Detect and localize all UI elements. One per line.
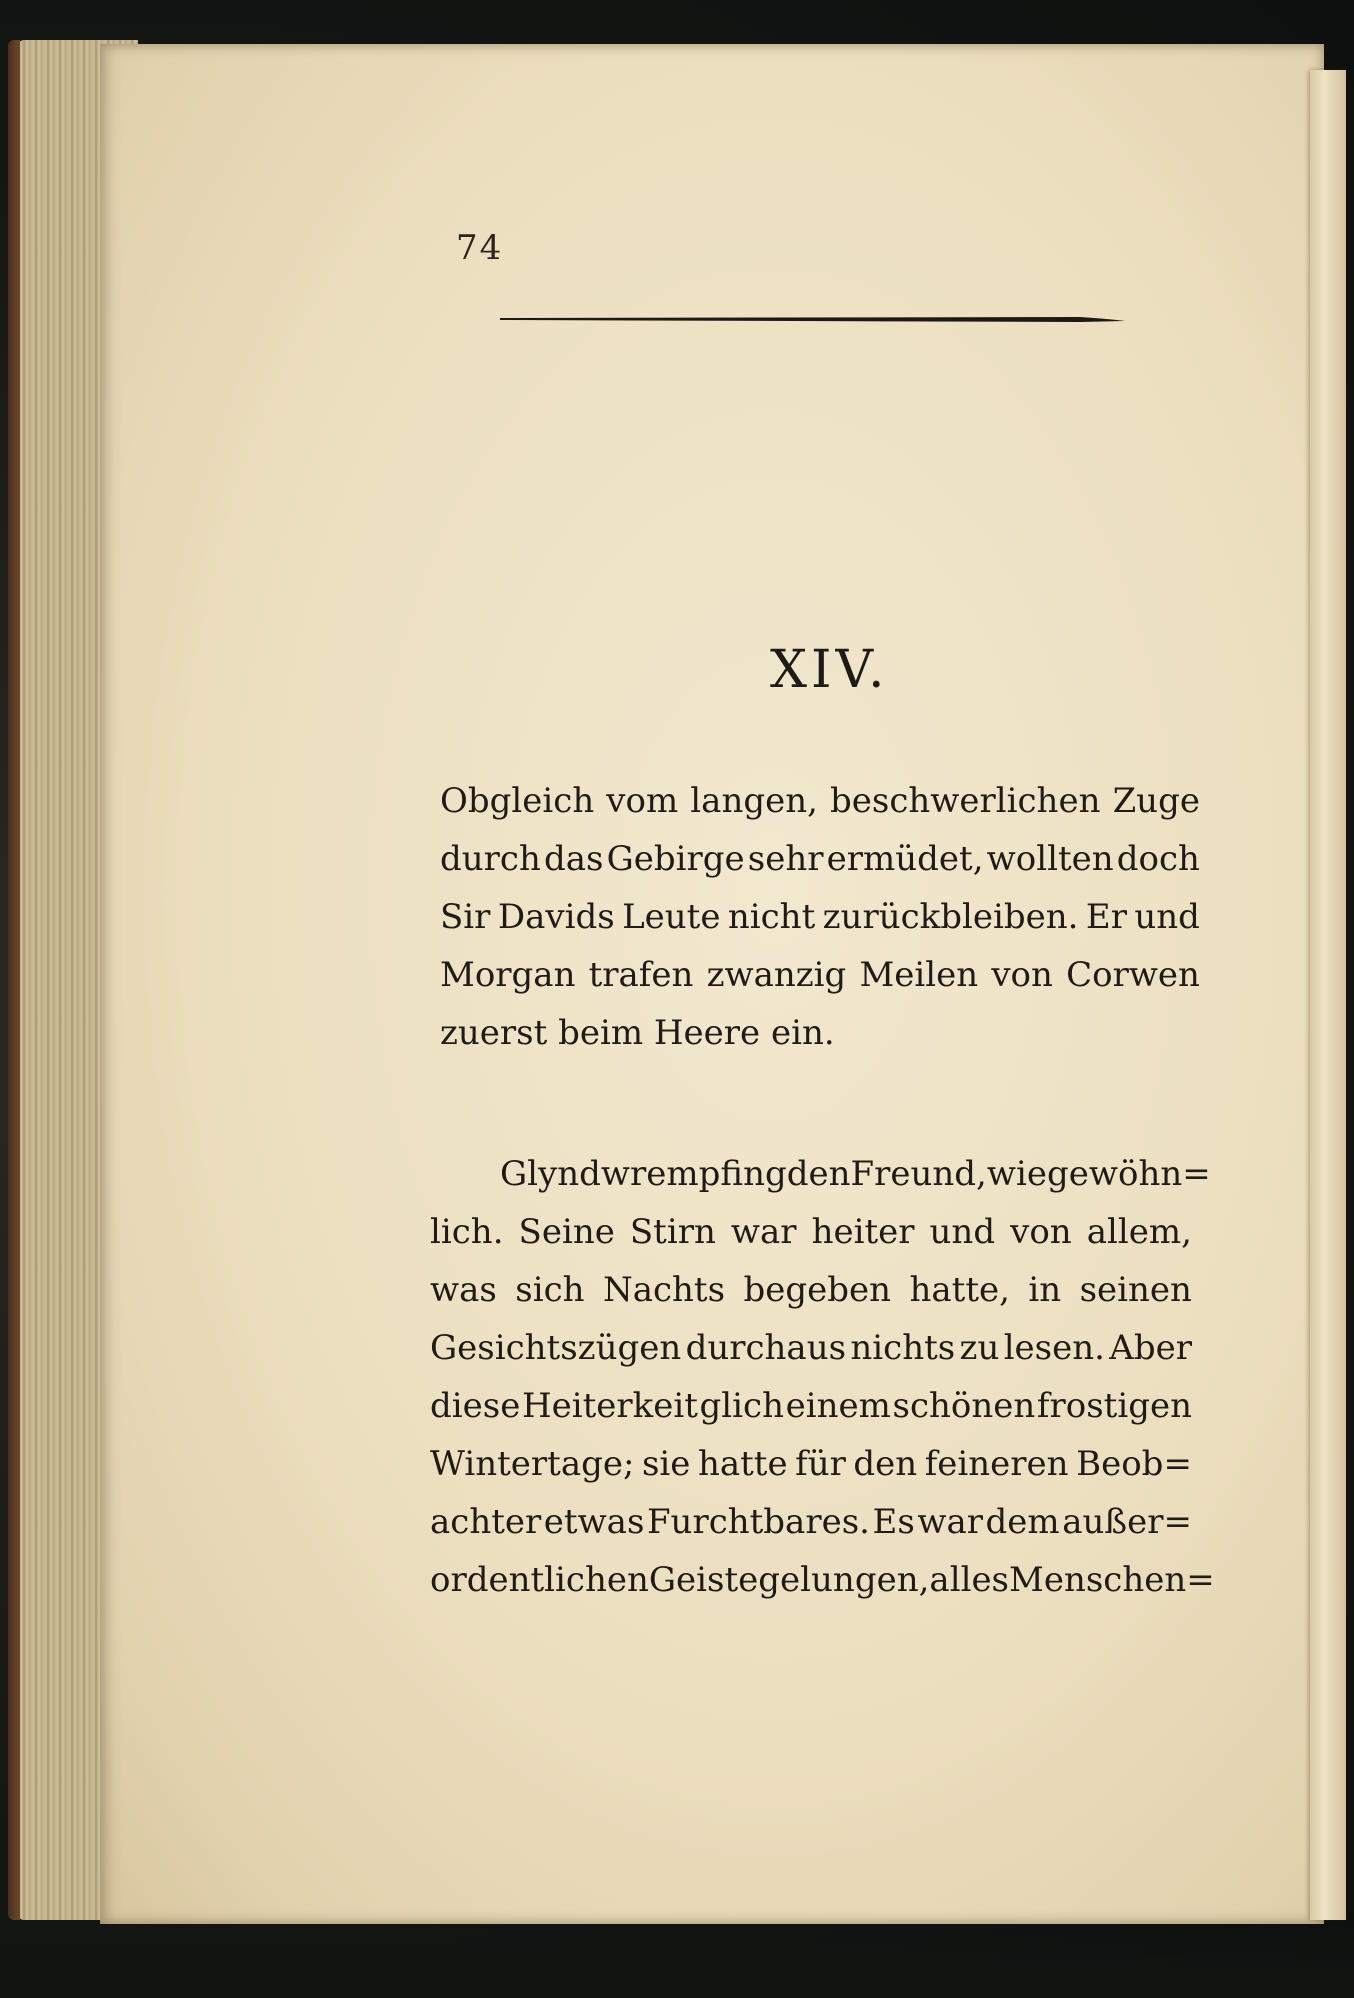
word: hatte, (909, 1270, 1010, 1310)
word: Aber (1109, 1328, 1192, 1368)
word: Davids (497, 897, 615, 937)
word: schönen (892, 1386, 1036, 1426)
word: trafen (588, 955, 694, 995)
word: und (929, 1212, 996, 1252)
word: zwanzig (706, 955, 847, 995)
text-line (430, 1319, 1192, 1377)
word: sich (515, 1270, 585, 1310)
text-line (430, 1203, 1192, 1261)
word: nichts (850, 1328, 956, 1368)
word: Heiterkeit (521, 1386, 698, 1426)
word: alles (929, 1560, 1010, 1600)
word: durch (440, 839, 541, 879)
word: dem (985, 1502, 1060, 1542)
word: einem (785, 1386, 891, 1426)
text-line: zuerst beim Heere ein. (440, 1013, 835, 1053)
word: außer= (1062, 1502, 1192, 1542)
word: Gebirge (606, 839, 745, 879)
word: Geiste (648, 1560, 759, 1600)
word: nicht (727, 897, 816, 937)
bottom-shadow (0, 1928, 1354, 1998)
word: Stirn (629, 1212, 716, 1252)
word: lesen. (1003, 1328, 1105, 1368)
word: diese (430, 1386, 521, 1426)
word: sie (641, 1444, 691, 1484)
word: das (543, 839, 604, 879)
word: von (1010, 1212, 1072, 1252)
word: etwas (543, 1502, 645, 1542)
text-line (430, 1493, 1192, 1551)
word: frostigen (1036, 1386, 1192, 1426)
word: doch (1116, 839, 1200, 879)
text-line (430, 1377, 1192, 1435)
word: sehr (747, 839, 824, 879)
text-line (430, 1551, 1215, 1609)
word: ermüdet, (826, 839, 984, 879)
word: Es (872, 1502, 915, 1542)
header-rule (500, 314, 1125, 324)
word: den (786, 1154, 851, 1194)
word: war (917, 1502, 983, 1542)
word: gelungen, (758, 1560, 930, 1600)
word: feineren (924, 1444, 1069, 1484)
word: heiter (811, 1212, 915, 1252)
word: allem, (1086, 1212, 1192, 1252)
word: was (430, 1270, 497, 1310)
word: Morgan (440, 955, 576, 995)
next-page-edge (1310, 70, 1346, 1920)
word: wollten (986, 839, 1114, 879)
word: Er (1085, 897, 1127, 937)
word: Meilen (859, 955, 979, 995)
word: in (1028, 1270, 1062, 1310)
word: vom (606, 781, 679, 821)
word: Wintertage; (430, 1444, 635, 1484)
word: Obgleich (440, 781, 595, 821)
word: Menschen= (1009, 1560, 1215, 1600)
word: seinen (1079, 1270, 1192, 1310)
text-line (440, 830, 1200, 888)
word: gewöhn= (1046, 1154, 1211, 1194)
word: zurückbleiben. (822, 897, 1079, 937)
text-line (440, 946, 1200, 1004)
word: von (991, 955, 1053, 995)
word: ordentlichen (430, 1560, 649, 1600)
word: war (730, 1212, 797, 1252)
text-line (430, 1261, 1192, 1319)
word: zu (959, 1328, 1000, 1368)
page-number: 74 (456, 228, 504, 268)
word: Beob= (1076, 1444, 1192, 1484)
word: Zuge (1112, 781, 1200, 821)
word: langen, (690, 781, 818, 821)
word: begeben (743, 1270, 892, 1310)
word: beschwerlichen (830, 781, 1101, 821)
paragraph-1 (440, 772, 1200, 1062)
text-line (430, 1435, 1192, 1493)
word: achter (430, 1502, 542, 1542)
word: Furchtbares. (646, 1502, 870, 1542)
word: Seine (518, 1212, 615, 1252)
word: Sir (440, 897, 491, 937)
word: lich. (430, 1212, 504, 1252)
word: für (795, 1444, 846, 1484)
text-line (440, 888, 1200, 946)
word: hatte (697, 1444, 788, 1484)
text-line (430, 1145, 1211, 1203)
word: Gesichtszügen (430, 1328, 682, 1368)
word: durchaus (685, 1328, 847, 1368)
word: Glyndwr (500, 1154, 647, 1194)
word: glich (699, 1386, 784, 1426)
chapter-heading: XIV. (770, 640, 889, 700)
word: Nachts (602, 1270, 726, 1310)
word: empfing (646, 1154, 787, 1194)
word: wie (986, 1154, 1047, 1194)
text-line (440, 772, 1200, 830)
word: und (1134, 897, 1200, 937)
word: Leute (622, 897, 721, 937)
word: den (853, 1444, 918, 1484)
word: Freund, (850, 1154, 987, 1194)
paragraph-2 (430, 1145, 1215, 1609)
word: Corwen (1066, 955, 1200, 995)
